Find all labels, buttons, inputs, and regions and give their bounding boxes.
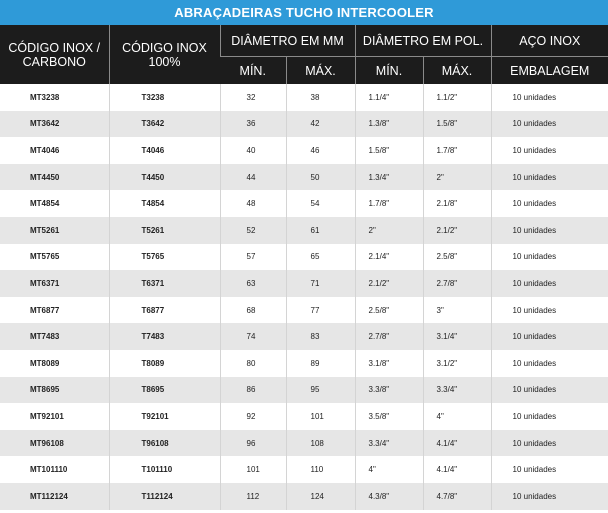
header-codigo-inox-100: CÓDIGO INOX 100% xyxy=(109,25,220,84)
cell-codigo-inox-carbono: MT8089 xyxy=(0,350,109,377)
cell-codigo-inox-100: T112124 xyxy=(109,483,220,510)
cell-min-mm: 86 xyxy=(220,377,286,404)
cell-embalagem: 10 unidades xyxy=(491,323,608,350)
header-diametro-pol: DIÂMETRO EM POL. xyxy=(355,25,491,57)
cell-codigo-inox-carbono: MT3238 xyxy=(0,84,109,111)
cell-max-pol: 1.1/2" xyxy=(423,84,491,111)
cell-codigo-inox-100: T96108 xyxy=(109,430,220,457)
header-codigo-inox-carbono: CÓDIGO INOX / CARBONO xyxy=(0,25,109,84)
cell-codigo-inox-carbono: MT6877 xyxy=(0,297,109,324)
cell-max-pol: 4.1/4" xyxy=(423,456,491,483)
cell-codigo-inox-100: T92101 xyxy=(109,403,220,430)
cell-max-mm: 101 xyxy=(286,403,355,430)
cell-codigo-inox-carbono: MT5261 xyxy=(0,217,109,244)
page-title: ABRAÇADEIRAS TUCHO INTERCOOLER xyxy=(0,0,608,25)
table-row xyxy=(0,456,608,483)
cell-min-pol: 1.1/4" xyxy=(355,84,423,111)
header-min-pol: MÍN. xyxy=(355,57,423,85)
cell-embalagem: 10 unidades xyxy=(491,270,608,297)
cell-embalagem: 10 unidades xyxy=(491,297,608,324)
cell-embalagem: 10 unidades xyxy=(491,190,608,217)
cell-codigo-inox-carbono: MT4450 xyxy=(0,164,109,191)
cell-min-pol: 2" xyxy=(355,217,423,244)
table-row xyxy=(0,350,608,377)
table-row xyxy=(0,164,608,191)
cell-codigo-inox-100: T6371 xyxy=(109,270,220,297)
cell-max-mm: 61 xyxy=(286,217,355,244)
table-row xyxy=(0,403,608,430)
cell-embalagem: 10 unidades xyxy=(491,350,608,377)
cell-embalagem: 10 unidades xyxy=(491,430,608,457)
table-row xyxy=(0,297,608,324)
cell-max-mm: 83 xyxy=(286,323,355,350)
table-row xyxy=(0,430,608,457)
cell-min-pol: 4.3/8" xyxy=(355,483,423,510)
cell-min-mm: 44 xyxy=(220,164,286,191)
table-header xyxy=(0,25,608,84)
table-row xyxy=(0,217,608,244)
cell-min-pol: 1.7/8" xyxy=(355,190,423,217)
cell-max-pol: 2.1/8" xyxy=(423,190,491,217)
cell-max-pol: 4" xyxy=(423,403,491,430)
header-max-mm: MÁX. xyxy=(286,57,355,85)
header-min-mm: MÍN. xyxy=(220,57,286,85)
cell-min-pol: 4" xyxy=(355,456,423,483)
clamp-table xyxy=(0,25,608,510)
table-row xyxy=(0,190,608,217)
cell-min-mm: 63 xyxy=(220,270,286,297)
cell-codigo-inox-100: T5765 xyxy=(109,244,220,271)
cell-min-pol: 2.1/2" xyxy=(355,270,423,297)
cell-max-pol: 2" xyxy=(423,164,491,191)
cell-codigo-inox-carbono: MT101110 xyxy=(0,456,109,483)
cell-codigo-inox-100: T101110 xyxy=(109,456,220,483)
cell-codigo-inox-100: T4046 xyxy=(109,137,220,164)
cell-codigo-inox-100: T3238 xyxy=(109,84,220,111)
table-row xyxy=(0,137,608,164)
header-diametro-mm: DIÂMETRO EM MM xyxy=(220,25,355,57)
cell-max-pol: 2.5/8" xyxy=(423,244,491,271)
cell-max-mm: 54 xyxy=(286,190,355,217)
table-row xyxy=(0,323,608,350)
cell-min-pol: 2.1/4" xyxy=(355,244,423,271)
cell-max-mm: 124 xyxy=(286,483,355,510)
cell-min-pol: 2.7/8" xyxy=(355,323,423,350)
cell-max-pol: 4.1/4" xyxy=(423,430,491,457)
cell-max-mm: 89 xyxy=(286,350,355,377)
cell-codigo-inox-100: T4854 xyxy=(109,190,220,217)
cell-max-mm: 42 xyxy=(286,111,355,138)
cell-min-mm: 96 xyxy=(220,430,286,457)
cell-max-mm: 46 xyxy=(286,137,355,164)
cell-min-mm: 32 xyxy=(220,84,286,111)
cell-min-mm: 92 xyxy=(220,403,286,430)
cell-max-pol: 1.7/8" xyxy=(423,137,491,164)
cell-embalagem: 10 unidades xyxy=(491,217,608,244)
cell-min-pol: 3.1/8" xyxy=(355,350,423,377)
cell-codigo-inox-100: T7483 xyxy=(109,323,220,350)
cell-max-mm: 50 xyxy=(286,164,355,191)
cell-codigo-inox-carbono: MT4046 xyxy=(0,137,109,164)
table-row xyxy=(0,270,608,297)
cell-min-pol: 3.5/8" xyxy=(355,403,423,430)
cell-min-pol: 1.5/8" xyxy=(355,137,423,164)
cell-min-mm: 57 xyxy=(220,244,286,271)
table-row xyxy=(0,483,608,510)
cell-codigo-inox-carbono: MT6371 xyxy=(0,270,109,297)
cell-codigo-inox-carbono: MT4854 xyxy=(0,190,109,217)
cell-embalagem: 10 unidades xyxy=(491,164,608,191)
cell-embalagem: 10 unidades xyxy=(491,377,608,404)
cell-min-mm: 52 xyxy=(220,217,286,244)
cell-codigo-inox-carbono: MT7483 xyxy=(0,323,109,350)
cell-min-pol: 1.3/8" xyxy=(355,111,423,138)
table-row xyxy=(0,84,608,111)
table-row xyxy=(0,244,608,271)
cell-max-pol: 3" xyxy=(423,297,491,324)
cell-max-mm: 71 xyxy=(286,270,355,297)
cell-codigo-inox-carbono: MT92101 xyxy=(0,403,109,430)
header-aco-inox: AÇO INOX xyxy=(491,25,608,57)
cell-codigo-inox-100: T5261 xyxy=(109,217,220,244)
cell-max-mm: 110 xyxy=(286,456,355,483)
cell-codigo-inox-100: T6877 xyxy=(109,297,220,324)
cell-max-pol: 4.7/8" xyxy=(423,483,491,510)
cell-max-pol: 1.5/8" xyxy=(423,111,491,138)
cell-max-mm: 95 xyxy=(286,377,355,404)
header-max-pol: MÁX. xyxy=(423,57,491,85)
cell-max-mm: 65 xyxy=(286,244,355,271)
cell-min-mm: 112 xyxy=(220,483,286,510)
cell-min-mm: 40 xyxy=(220,137,286,164)
cell-max-mm: 77 xyxy=(286,297,355,324)
header-embalagem: EMBALAGEM xyxy=(491,57,608,85)
cell-embalagem: 10 unidades xyxy=(491,84,608,111)
cell-codigo-inox-100: T4450 xyxy=(109,164,220,191)
cell-max-pol: 3.3/4" xyxy=(423,377,491,404)
table-row xyxy=(0,111,608,138)
cell-embalagem: 10 unidades xyxy=(491,403,608,430)
cell-max-pol: 3.1/4" xyxy=(423,323,491,350)
cell-codigo-inox-carbono: MT3642 xyxy=(0,111,109,138)
cell-min-mm: 48 xyxy=(220,190,286,217)
table-row xyxy=(0,377,608,404)
cell-embalagem: 10 unidades xyxy=(491,111,608,138)
cell-max-pol: 2.7/8" xyxy=(423,270,491,297)
cell-codigo-inox-carbono: MT96108 xyxy=(0,430,109,457)
cell-max-mm: 38 xyxy=(286,84,355,111)
cell-min-pol: 3.3/8" xyxy=(355,377,423,404)
table-body xyxy=(0,84,608,510)
cell-codigo-inox-100: T3642 xyxy=(109,111,220,138)
cell-max-pol: 3.1/2" xyxy=(423,350,491,377)
cell-min-mm: 36 xyxy=(220,111,286,138)
cell-max-pol: 2.1/2" xyxy=(423,217,491,244)
cell-embalagem: 10 unidades xyxy=(491,483,608,510)
cell-embalagem: 10 unidades xyxy=(491,244,608,271)
cell-codigo-inox-carbono: MT8695 xyxy=(0,377,109,404)
cell-min-mm: 68 xyxy=(220,297,286,324)
cell-min-pol: 2.5/8" xyxy=(355,297,423,324)
cell-min-mm: 101 xyxy=(220,456,286,483)
cell-embalagem: 10 unidades xyxy=(491,137,608,164)
cell-min-mm: 74 xyxy=(220,323,286,350)
cell-codigo-inox-100: T8089 xyxy=(109,350,220,377)
cell-min-mm: 80 xyxy=(220,350,286,377)
cell-min-pol: 1.3/4" xyxy=(355,164,423,191)
cell-codigo-inox-100: T8695 xyxy=(109,377,220,404)
cell-embalagem: 10 unidades xyxy=(491,456,608,483)
cell-codigo-inox-carbono: MT5765 xyxy=(0,244,109,271)
cell-codigo-inox-carbono: MT112124 xyxy=(0,483,109,510)
cell-min-pol: 3.3/4" xyxy=(355,430,423,457)
cell-max-mm: 108 xyxy=(286,430,355,457)
